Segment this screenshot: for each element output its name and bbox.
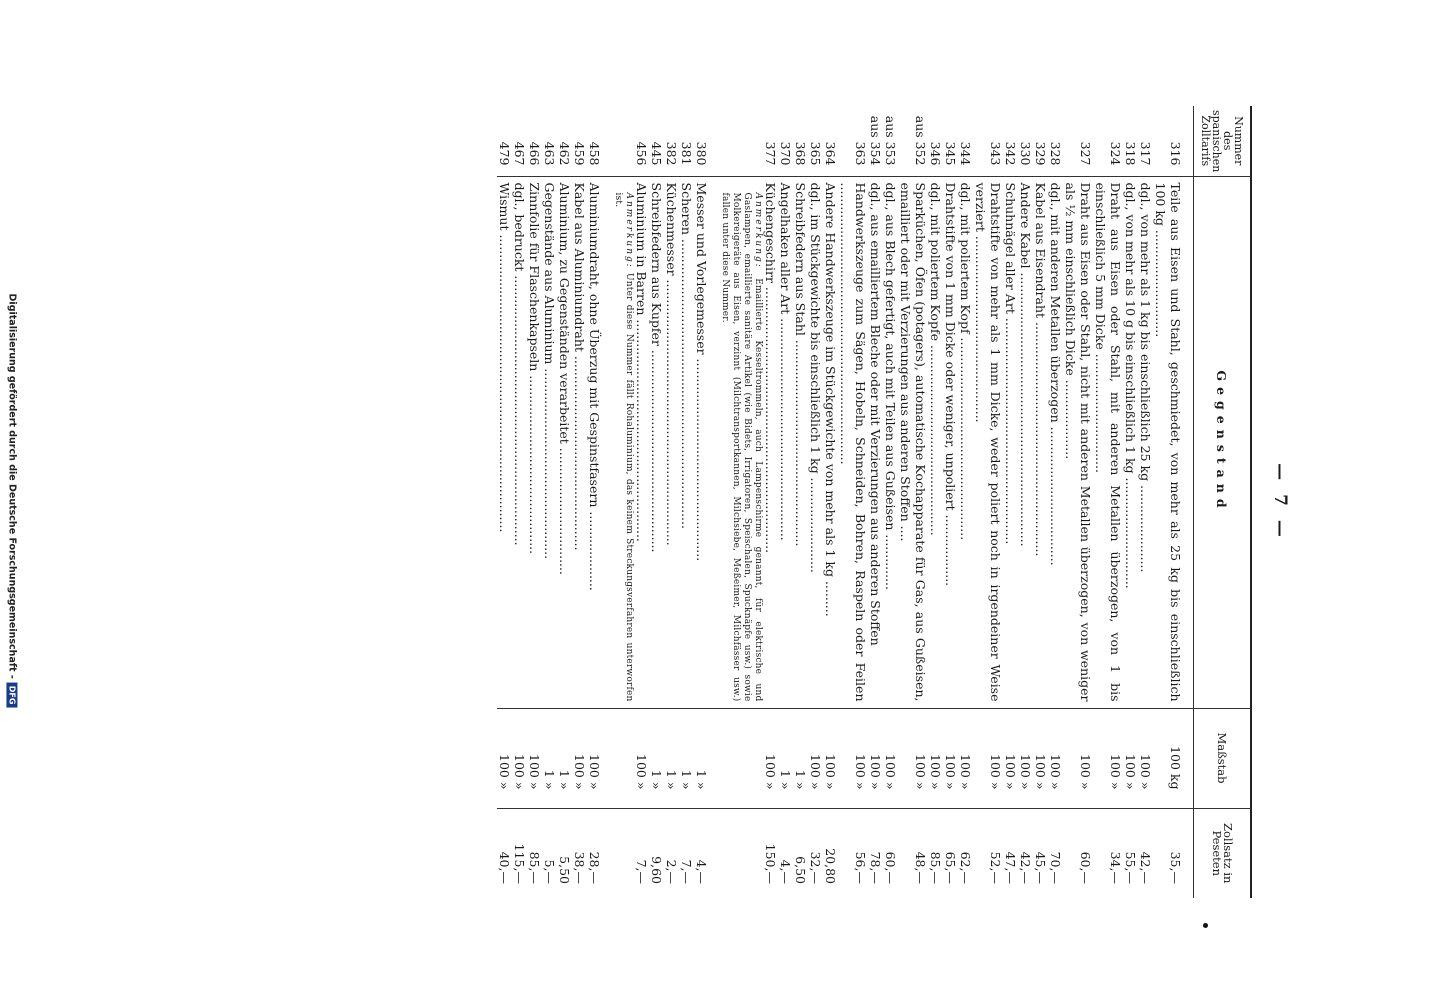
item-basis: 100 » xyxy=(1093,708,1123,808)
item-description xyxy=(928,176,943,708)
header-rate: Zollsatz in Peseten xyxy=(1194,808,1252,898)
item-basis: 100 » xyxy=(973,708,1003,808)
item-description-text: dgl., mit anderen Metallen überzogen ................................... xyxy=(1048,182,1063,566)
table-row xyxy=(572,106,587,898)
tariff-number xyxy=(1033,106,1048,176)
item-rate: 40,— xyxy=(497,808,512,898)
item-description-text: Schuhnägel aller Art ......................................................... xyxy=(1003,182,1018,545)
tariff-number xyxy=(823,106,838,176)
item-basis: 100 » xyxy=(527,708,542,808)
item-description-text: dgl., mit poliertem Kopf ................................................... xyxy=(958,182,973,541)
spacer-row xyxy=(602,106,612,898)
item-description xyxy=(1123,176,1138,708)
spacer-cell xyxy=(602,106,612,176)
item-rate: 28,— xyxy=(587,808,602,898)
tariff-number-text: 377 xyxy=(763,141,778,166)
item-description xyxy=(587,176,602,708)
item-description xyxy=(973,176,1003,708)
item-rate: 85,— xyxy=(527,808,542,898)
item-rate: 42,— xyxy=(1138,808,1153,898)
tariff-body xyxy=(497,106,1194,898)
spacer-row xyxy=(709,106,719,898)
tariff-number xyxy=(497,106,512,176)
tariff-number xyxy=(694,106,709,176)
table-row xyxy=(958,106,973,898)
tariff-number-text: 380 xyxy=(694,141,709,166)
tariff-number xyxy=(1063,106,1093,176)
table-row xyxy=(1093,106,1123,898)
table-row xyxy=(838,106,868,898)
item-description xyxy=(542,176,557,708)
tariff-number-text: aus 353 xyxy=(883,115,898,166)
item-description xyxy=(679,176,694,708)
header-number: Nummer des spanischen Zolltarifs xyxy=(1194,106,1252,176)
item-description xyxy=(958,176,973,708)
table-row xyxy=(1003,106,1018,898)
item-description-text: dgl., mit poliertem Kopfe ................................................ xyxy=(928,182,943,536)
table-row xyxy=(1018,106,1033,898)
item-description xyxy=(838,176,868,708)
item-rate: 78,— xyxy=(868,808,883,898)
item-description xyxy=(719,176,778,708)
tariff-number xyxy=(928,106,943,176)
item-rate: 7,— xyxy=(679,808,694,898)
tariff-number-text: 344 xyxy=(958,141,973,166)
item-description-text: Handwerkszeuge zum Sägen, Hobeln, Schneiden, Bohren, Raspeln oder Feilen ....................................................................... xyxy=(838,182,868,702)
table-row xyxy=(512,106,527,898)
item-basis: 100 » xyxy=(1138,708,1153,808)
item-note-text: Emaillierte Kesseltrommeln, auch Lampenschirme genannt, für elektrische und Gaslampen, emaillierte sanitäre Artikel (wie Bidets, Irrigatoren, Speischalen, Spucknäpfe usw.) sowie Molkereigeräte aus Eisen, verzinnt (Milchtransportkannen, Milchsiebe, Meßeimer, Milchfässer usw.) fallen unter diese Nummer. xyxy=(720,192,763,702)
spacer-cell xyxy=(602,176,612,708)
tariff-number-text: 467 xyxy=(512,141,527,166)
item-description-text: Schreibfedern aus Kupfer ................................................... xyxy=(649,182,664,553)
item-description xyxy=(1048,176,1063,708)
item-rate: 34,— xyxy=(1093,808,1123,898)
item-description-text: Küchenmesser ................................................................... xyxy=(664,182,679,546)
item-description xyxy=(898,176,928,708)
item-rate: 48,— xyxy=(898,808,928,898)
tariff-number-text: 370 xyxy=(778,141,793,166)
item-description-text: Kabel aus Eisendraht ........................................................... xyxy=(1033,182,1048,557)
item-description xyxy=(1153,176,1194,708)
tariff-number-text: 458 xyxy=(587,141,602,166)
tariff-number-text: 329 xyxy=(1033,141,1048,166)
item-description xyxy=(868,176,883,708)
item-description-text: Andere Kabel ..................................................................... xyxy=(1018,182,1033,547)
item-basis: 100 » xyxy=(719,708,778,808)
item-description-text: Scheren ......................................................................... xyxy=(679,182,694,529)
table-header-row xyxy=(1194,106,1252,898)
table-row xyxy=(664,106,679,898)
tariff-number-text: 346 xyxy=(928,141,943,166)
tariff-number xyxy=(719,106,778,176)
item-description xyxy=(1063,176,1093,708)
table-row xyxy=(823,106,838,898)
item-rate: 20,80 xyxy=(823,808,838,898)
digitization-credit xyxy=(4,0,20,1000)
tariff-number xyxy=(572,106,587,176)
item-description xyxy=(649,176,664,708)
item-description-text: Schreibfedern aus Stahl .................................................... xyxy=(793,182,808,547)
item-description xyxy=(612,176,649,708)
table-row xyxy=(612,106,649,898)
tariff-number xyxy=(883,106,898,176)
tariff-number xyxy=(958,106,973,176)
item-basis: 1 » xyxy=(793,708,808,808)
table-row xyxy=(542,106,557,898)
tariff-number-text: 364 xyxy=(823,141,838,166)
item-basis: 1 » xyxy=(649,708,664,808)
ink-dot xyxy=(1203,923,1208,928)
table-row xyxy=(679,106,694,898)
tariff-number xyxy=(1138,106,1153,176)
table-row xyxy=(497,106,512,898)
tariff-number-text: 343 xyxy=(988,141,1003,166)
tariff-number xyxy=(1153,106,1194,176)
spacer-cell xyxy=(709,708,719,808)
item-rate: 5,50 xyxy=(557,808,572,898)
tariff-number-text: 466 xyxy=(527,141,542,166)
item-description-text: Aluminiumdraht, ohne Überzug mit Gespinstfasern .................... xyxy=(587,182,602,591)
tariff-number xyxy=(542,106,557,176)
item-basis: 1 » xyxy=(694,708,709,808)
tariff-number-text: 318 xyxy=(1123,141,1138,166)
item-description-text: Aluminium, zu Gegenständen verarbeitet ................................ xyxy=(557,182,572,575)
item-description xyxy=(572,176,587,708)
item-basis: 100 » xyxy=(808,708,823,808)
tariff-number xyxy=(512,106,527,176)
item-description-text: Drahtstifte von mehr als 1 mm Dicke, weder poliert noch in irgendeiner Weise verziert ............................................... xyxy=(973,182,1003,702)
tariff-number-text: aus 352 xyxy=(913,115,928,166)
item-description xyxy=(943,176,958,708)
item-description xyxy=(778,176,793,708)
tariff-number-text: 342 xyxy=(1003,141,1018,166)
tariff-table xyxy=(497,106,1252,898)
item-basis: 100 » xyxy=(512,708,527,808)
item-description-text: Draht aus Eisen oder Stahl, mit anderen Metallen überzogen, von 1 bis einschließlich 5 mm Dicke .............................. xyxy=(1093,182,1123,702)
item-description xyxy=(497,176,512,708)
item-description xyxy=(793,176,808,708)
page-number: — 7 — xyxy=(1270,463,1290,541)
item-rate: 60,— xyxy=(1063,808,1093,898)
item-description-text: Draht aus Eisen oder Stahl, nicht mit anderen Metallen überzogen, von weniger als ½ mm einschließlich Dicke .................... xyxy=(1063,182,1093,702)
tariff-number-text: 365 xyxy=(808,141,823,166)
tariff-number xyxy=(868,106,883,176)
table-row xyxy=(778,106,793,898)
item-basis: 100 » xyxy=(1018,708,1033,808)
item-basis: 100 » xyxy=(958,708,973,808)
spacer-cell xyxy=(709,176,719,708)
item-description-text: Aluminium in Barren ........................................................ xyxy=(634,182,649,542)
tariff-number xyxy=(527,106,542,176)
item-note xyxy=(719,183,763,702)
item-description-text: Zinnfolie für Flaschenkapseln ............................................. xyxy=(527,182,542,555)
item-description xyxy=(694,176,709,708)
tariff-number-text: 316 xyxy=(1168,141,1183,166)
table-row xyxy=(868,106,883,898)
tariff-number xyxy=(838,106,868,176)
item-rate: 62,— xyxy=(958,808,973,898)
rotated-page xyxy=(148,106,1304,898)
table-row xyxy=(719,106,778,898)
table-row xyxy=(1123,106,1138,898)
page-content xyxy=(148,106,1304,898)
item-note-label: Anmerkung: xyxy=(753,192,763,269)
item-rate: 55,— xyxy=(1123,808,1138,898)
item-rate: 4,— xyxy=(778,808,793,898)
item-description xyxy=(883,176,898,708)
tariff-number-text: 456 xyxy=(634,141,649,166)
item-description xyxy=(1018,176,1033,708)
tariff-number-text: 382 xyxy=(664,141,679,166)
item-rate: 4,— xyxy=(694,808,709,898)
item-rate: 60,— xyxy=(883,808,898,898)
tariff-number xyxy=(587,106,602,176)
spacer-cell xyxy=(602,708,612,808)
item-description-text: dgl., bedruckt .................................................................... xyxy=(512,182,527,546)
table-row xyxy=(1063,106,1093,898)
tariff-number xyxy=(778,106,793,176)
item-rate: 5,— xyxy=(542,808,557,898)
dfg-logo: DFG xyxy=(7,682,18,707)
tariff-number-text: 345 xyxy=(943,141,958,166)
item-description xyxy=(1138,176,1153,708)
item-basis: 100 » xyxy=(898,708,928,808)
table-row xyxy=(649,106,664,898)
item-rate: 85,— xyxy=(928,808,943,898)
item-basis: 100 » xyxy=(943,708,958,808)
item-rate: 38,— xyxy=(572,808,587,898)
tariff-number xyxy=(808,106,823,176)
item-basis: 1 » xyxy=(778,708,793,808)
item-basis: 1 » xyxy=(557,708,572,808)
item-description-text: Gegenstände aus Aluminium ................................................ xyxy=(542,182,557,560)
tariff-number xyxy=(649,106,664,176)
item-basis: 100 » xyxy=(1123,708,1138,808)
item-basis: 100 » xyxy=(1033,708,1048,808)
tariff-number xyxy=(1018,106,1033,176)
item-basis: 100 » xyxy=(587,708,602,808)
tariff-number xyxy=(1093,106,1123,176)
item-description xyxy=(808,176,823,708)
item-note-label: Anmerkung: xyxy=(624,192,634,269)
item-rate: 32,— xyxy=(808,808,823,898)
item-basis: 100 » xyxy=(1003,708,1018,808)
tariff-number-text: 381 xyxy=(679,141,694,166)
tariff-number-text: 459 xyxy=(572,141,587,166)
tariff-number xyxy=(557,106,572,176)
table-row xyxy=(694,106,709,898)
table-row xyxy=(883,106,898,898)
spacer-cell xyxy=(602,808,612,898)
item-basis: 100 » xyxy=(823,708,838,808)
item-description xyxy=(1033,176,1048,708)
tariff-number-text: 330 xyxy=(1018,141,1033,166)
item-description-text: Andere Handwerkszeuge im Stückgewichte von mehr als 1 kg ......... xyxy=(823,182,838,617)
item-basis: 100 » xyxy=(612,708,649,808)
item-basis: 100 » xyxy=(572,708,587,808)
table-row xyxy=(808,106,823,898)
item-basis: 1 » xyxy=(679,708,694,808)
item-rate: 35,— xyxy=(1153,808,1194,898)
table-row xyxy=(1138,106,1153,898)
item-rate: 150,— xyxy=(719,808,778,898)
table-row xyxy=(1048,106,1063,898)
tariff-number-text: 327 xyxy=(1078,141,1093,166)
item-description xyxy=(512,176,527,708)
item-rate: 6,50 xyxy=(793,808,808,898)
item-rate: 9,60 xyxy=(649,808,664,898)
item-description-text: Küchengeschirr ................................................................... xyxy=(763,182,778,554)
item-description-text: dgl., im Stückgewichte bis einschließlich 1 kg ........................ xyxy=(808,182,823,573)
tariff-number xyxy=(612,106,649,176)
item-description-text: dgl., von mehr als 1 kg bis einschließlich 25 kg ...................... xyxy=(1138,182,1153,573)
item-rate: 2,— xyxy=(664,808,679,898)
tariff-number xyxy=(898,106,928,176)
table-row xyxy=(793,106,808,898)
tariff-number-text: 317 xyxy=(1138,141,1153,166)
tariff-number-text: 363 xyxy=(853,141,868,166)
table-row xyxy=(557,106,572,898)
item-rate: 52,— xyxy=(973,808,1003,898)
header-basis: Maßstab xyxy=(1194,708,1252,808)
spacer-cell xyxy=(709,106,719,176)
tariff-number-text: 445 xyxy=(649,141,664,166)
table-row xyxy=(1033,106,1048,898)
item-description-text: dgl., von mehr als 10 g bis einschließlich 1 kg ............................ xyxy=(1123,182,1138,589)
tariff-number xyxy=(943,106,958,176)
tariff-number-text: 479 xyxy=(497,141,512,166)
item-description xyxy=(1093,176,1123,708)
table-row xyxy=(898,106,928,898)
item-basis: 100 » xyxy=(928,708,943,808)
item-basis: 100 » xyxy=(1063,708,1093,808)
item-basis: 100 » xyxy=(883,708,898,808)
tariff-number-text: 462 xyxy=(557,141,572,166)
item-basis: 100 » xyxy=(497,708,512,808)
tariff-number xyxy=(973,106,1003,176)
item-description xyxy=(557,176,572,708)
item-description-text: Angelhaken aller Art ........................................................ xyxy=(778,182,793,541)
item-description-text: Kabel aus Aluminiumdraht ................................................. xyxy=(572,182,587,551)
tariff-number xyxy=(1123,106,1138,176)
item-rate: 56,— xyxy=(838,808,868,898)
item-basis: 100 » xyxy=(1048,708,1063,808)
item-description-text: Drahtstifte von 1 mm Dicke oder weniger, unpoliert .................. xyxy=(943,182,958,587)
tariff-number-text: 328 xyxy=(1048,141,1063,166)
item-description-text: dgl., aus Blech gefertigt, auch mit Teilen aus Gußeisen .............. xyxy=(883,182,898,591)
table-row xyxy=(1153,106,1194,898)
item-basis: 1 » xyxy=(664,708,679,808)
item-description-text: Messer und Vorlegemesser ................................................... xyxy=(694,182,709,562)
tariff-number xyxy=(679,106,694,176)
item-description xyxy=(1003,176,1018,708)
item-description xyxy=(664,176,679,708)
header-item: Gegenstand xyxy=(1194,176,1252,708)
tariff-number-text: 324 xyxy=(1108,141,1123,166)
item-note xyxy=(612,183,634,702)
table-row xyxy=(928,106,943,898)
tariff-number xyxy=(1003,106,1018,176)
item-rate: 47,— xyxy=(1003,808,1018,898)
tariff-number xyxy=(1048,106,1063,176)
tariff-number xyxy=(664,106,679,176)
item-rate: 7,— xyxy=(612,808,649,898)
credit-text: Digitalisierung gefördert durch die Deutsche Forschungsgemeinschaft - xyxy=(6,293,18,679)
item-rate: 42,— xyxy=(1018,808,1033,898)
item-description-text: Wismut ........................................................................... xyxy=(497,182,512,533)
item-basis: 100 » xyxy=(838,708,868,808)
item-description xyxy=(823,176,838,708)
item-rate: 45,— xyxy=(1033,808,1048,898)
tariff-number-text: 368 xyxy=(793,141,808,166)
tariff-number-text: aus 354 xyxy=(868,115,883,166)
item-rate: 70,— xyxy=(1048,808,1063,898)
item-basis: 1 » xyxy=(542,708,557,808)
item-rate: 115,— xyxy=(512,808,527,898)
table-row xyxy=(973,106,1003,898)
table-row xyxy=(943,106,958,898)
item-description-text: dgl., aus emailliertem Bleche oder mit Verzierungen aus anderen Stoffen xyxy=(868,182,883,646)
item-note-text: Unter diese Nummer fällt Rohaluminium, das keinem Streckungsverfahren unterworfen ist. xyxy=(613,192,634,702)
spacer-cell xyxy=(709,808,719,898)
item-rate: 65,— xyxy=(943,808,958,898)
table-row xyxy=(527,106,542,898)
item-description-text: Teile aus Eisen und Stahl, geschmiedet, von mehr als 25 kg bis einschließlich 100 kg ........................... xyxy=(1153,182,1183,702)
item-description-text: Sparküchen, Öfen (potagers), automatische Kochapparate für Gas, aus Gußeisen, emailliert oder mit Verzierungen aus anderen Stoffen .... xyxy=(898,182,928,702)
tariff-number xyxy=(793,106,808,176)
item-basis: 100 » xyxy=(868,708,883,808)
table-row xyxy=(587,106,602,898)
item-basis: 100 kg xyxy=(1153,708,1194,808)
item-description xyxy=(527,176,542,708)
tariff-number-text: 463 xyxy=(542,141,557,166)
